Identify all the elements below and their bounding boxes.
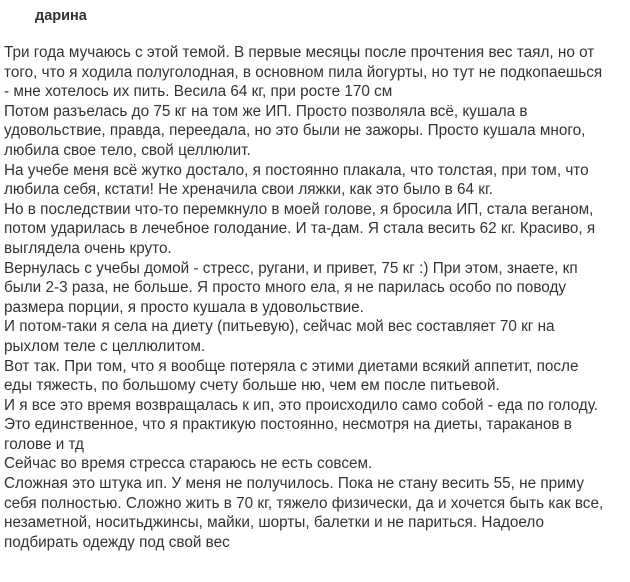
post-text-line: удовольствие, правда, переедала, но это были не зажоры. Просто кушала много, (4, 122, 586, 140)
post-text-line: были 2-3 раза, не больше. Я просто много ела, я не парилась особо по поводу (4, 279, 567, 297)
post-text-line: Но в последствии что-то перемкнуло в моей голове, я бросила ИП, стала веганом, (4, 200, 594, 218)
post-text-line: размера порции, я просто кушала в удовольствие. (4, 298, 364, 316)
post-text-line: потом ударилась в лечебное голодание. И та-дам. Я стала весить 62 кг. Красиво, я (4, 220, 596, 238)
post-text-line: голове и тд (4, 435, 84, 453)
post-text-line: того, что я ходила полуголодная, в основном пила йогурты, но тут не подкопаешься (4, 63, 603, 81)
post-text-line: Сейчас во время стресса стараюсь не есть совсем. (4, 455, 373, 473)
post-text-line: И я все это время возвращалась к ип, это происходило само собой - еда по голоду. (4, 396, 599, 414)
post-text-line: подбирать одежду под свой вес (4, 533, 230, 551)
post-text-line: Вот так. При том, что я вообще потеряла с этими диетами всякий аппетит, после (4, 357, 579, 375)
post-text-line: рыхлом теле с целлюлитом. (4, 337, 206, 355)
post-text-line: Три года мучаюсь с этой темой. В первые месяцы после прочтения вес таял, но от (4, 44, 595, 61)
post-text-line: На учебе меня всё жутко достало, я постоянно плакала, что толстая, при том, что (4, 161, 589, 179)
post-text-line: Потом разъелась до 75 кг на том же ИП. Просто позволяла всё, кушала в (4, 102, 528, 120)
post-text-line: любила себя, кстати! Не хреначила свои ляжки, как это было в 64 кг. (4, 181, 493, 199)
post-text-line: себя полностью. Сложно жить в 70 кг, тяжело физически, да и хочется быть как все, (4, 494, 604, 512)
post-text-line: Сложная это штука ип. У меня не получилось. Пока не стану весить 55, не приму (4, 475, 585, 493)
post-text-line: любила свое тело, свой целлюлит. (4, 141, 251, 159)
post-body (4, 43, 626, 552)
post-text-line: - мне хотелось их пить. Весила 64 кг, при росте 170 см (4, 83, 393, 101)
post-text-line: Вернулась с учебы домой - стресс, ругани, и привет, 75 кг :) При этом, знаете, кп (4, 259, 578, 277)
post-text-line: И потом-таки я села на диету (питьевую), сейчас мой вес составляет 70 кг на (4, 318, 555, 336)
post-text-line: незаметной, носитьджинсы, майки, шорты, балетки и не париться. Надоело (4, 514, 545, 532)
post-text-line: Это единственное, что я практикую постоянно, несмотря на диеты, тараканов в (4, 416, 572, 434)
post-text-line: еды тяжесть, по большому счету больше ню, чем ем после питьевой. (4, 377, 500, 395)
post-text-line: выглядела очень круто. (4, 239, 172, 257)
post-author-name[interactable]: дарина (35, 8, 87, 24)
